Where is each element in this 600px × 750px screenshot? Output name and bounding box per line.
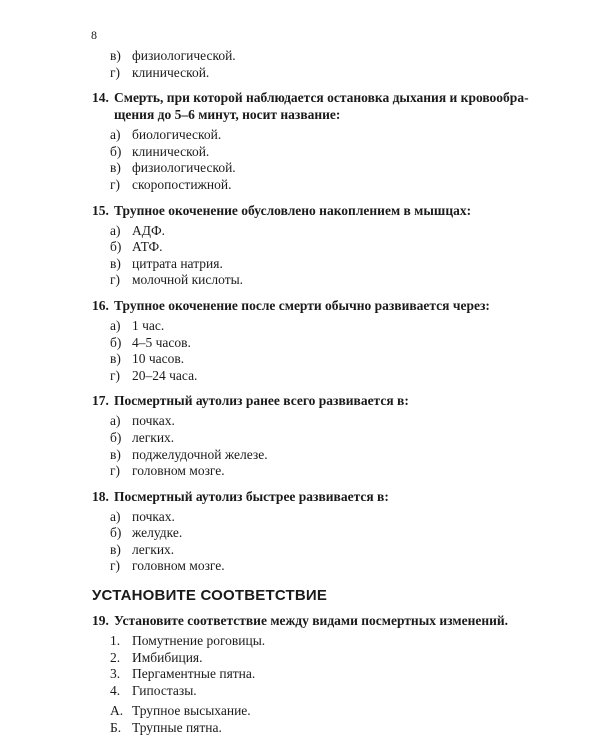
option: а) 1 час.: [110, 317, 165, 333]
match-answer: Б. Трупные пятна.: [110, 720, 222, 736]
match-answer: А. Трупное высыхание.: [110, 703, 251, 719]
option: а) почках.: [110, 413, 175, 429]
option: г) головном мозге.: [110, 463, 225, 479]
match-item: 1. Помутнение роговицы.: [110, 633, 266, 649]
match-item: 3. Пергаментные пятна.: [110, 666, 256, 682]
match-item: 2. Имбибиция.: [110, 649, 203, 665]
option: в) физиологической.: [110, 160, 236, 176]
question-header: 19. Установите соответствие между видами посмертных изменений.: [92, 613, 509, 629]
option: в) 10 часов.: [110, 351, 185, 367]
question-18: [92, 488, 562, 575]
option: в) цитрата натрия.: [110, 255, 223, 271]
question-header: 16. Трупное окоченение после смерти обычно развивается через:: [92, 297, 490, 313]
option: а) почках.: [110, 508, 175, 524]
page-content: [92, 48, 562, 737]
option: г) скоропостижной.: [110, 176, 232, 192]
option: б) 4–5 часов.: [110, 334, 191, 350]
option: г) молочной кислоты.: [110, 272, 244, 288]
section-heading: УСТАНОВИТЕ СООТВЕТСТВИЕ: [92, 587, 328, 605]
option: б) клинической.: [110, 143, 210, 159]
option: в) поджелудочной железе.: [110, 446, 268, 462]
option: б) АТФ.: [110, 239, 163, 255]
page-number: 8: [91, 28, 97, 42]
option: г) клинической.: [110, 64, 210, 80]
option: б) легких.: [110, 429, 175, 445]
option: а) биологической.: [110, 127, 222, 143]
match-item: 4. Гипостазы.: [110, 682, 197, 698]
option: в) физиологической.: [110, 48, 236, 63]
question-header: 15. Трупное окоченение обусловлено накоплением в мышцах:: [92, 202, 472, 218]
option: в) легких.: [110, 541, 175, 557]
question-17: [92, 392, 562, 479]
carryover-options: [92, 48, 562, 81]
option: г) головном мозге.: [110, 558, 225, 574]
question-header: 17. Посмертный аутолиз ранее всего развивается в:: [92, 393, 409, 409]
option: б) желудке.: [110, 525, 183, 541]
question-14: [92, 89, 562, 193]
question-header: 14. Смерть, при которой наблюдается остановка дыхания и кровообра-щения до 5–6 минут, носит название:: [92, 90, 529, 123]
question-19: [92, 612, 562, 737]
question-16: [92, 297, 562, 384]
option: г) 20–24 часа.: [110, 367, 198, 383]
option: а) АДФ.: [110, 222, 165, 238]
question-header: 18. Посмертный аутолиз быстрее развивается в:: [92, 488, 389, 504]
question-15: [92, 202, 562, 289]
